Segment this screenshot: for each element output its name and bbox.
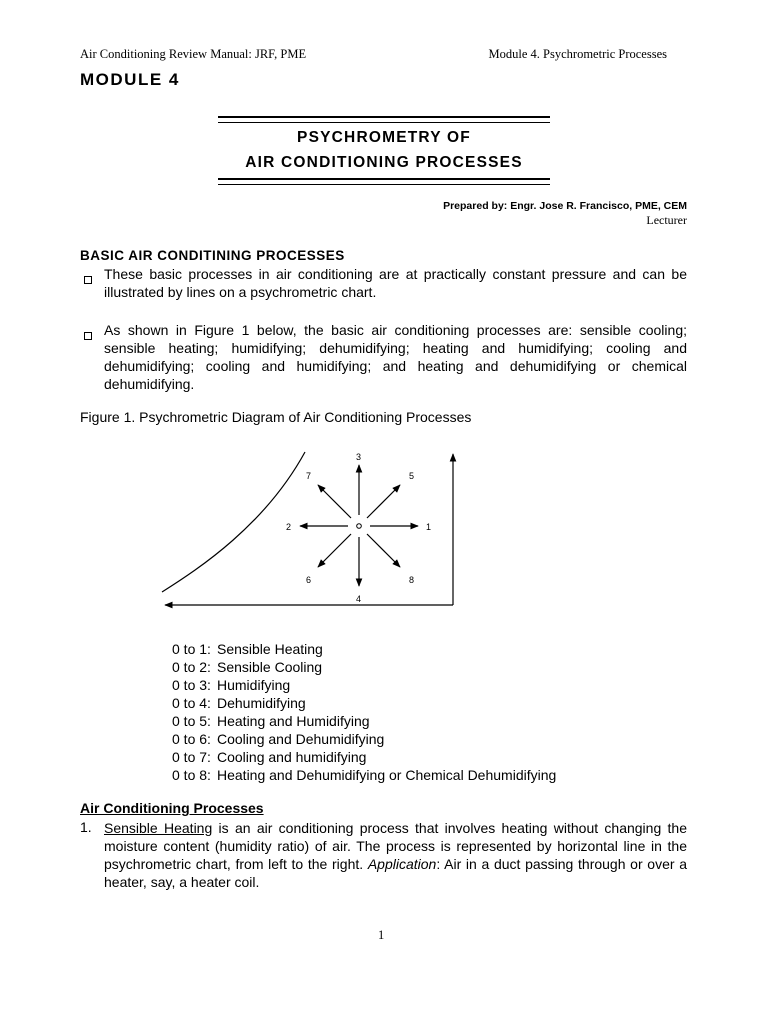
- legend-row: [172, 694, 556, 712]
- legend-key: 0 to 5:: [172, 713, 211, 729]
- arrow-8: [367, 534, 400, 567]
- label-1: 1: [426, 522, 432, 532]
- legend-key: 0 to 2:: [172, 659, 211, 675]
- item-1-term: Sensible Heating: [104, 820, 213, 836]
- legend-key: 0 to 4:: [172, 695, 211, 711]
- item-1-text-b: : Air in a duct passing through or over a heater, say, a heater coil.: [104, 856, 687, 890]
- saturation-curve: [162, 452, 305, 592]
- legend-row: [172, 730, 556, 748]
- section-title: BASIC AIR CONDITINING PROCESSES: [80, 248, 345, 263]
- legend-row: [172, 748, 556, 766]
- label-4: 4: [356, 594, 362, 604]
- label-5: 5: [409, 471, 415, 481]
- module-title: MODULE 4: [80, 70, 180, 89]
- legend-row: [172, 766, 556, 784]
- legend-text: Cooling and humidifying: [217, 749, 367, 765]
- page-number: 1: [378, 928, 385, 942]
- figure-legend: [172, 640, 556, 784]
- item-1-application-label: Application: [367, 856, 437, 872]
- legend-key: 0 to 8:: [172, 767, 211, 783]
- legend-key: 0 to 6:: [172, 731, 211, 747]
- item-1-text-a: is an air conditioning process that involves heating without changing the moisture content (humidity ratio) of air. The process is represented by horizontal line in the psychrometric chart, from left to the right.: [104, 820, 688, 872]
- label-6: 6: [306, 575, 312, 585]
- legend-text: Heating and Humidifying: [217, 713, 370, 729]
- bullet-1-marker: [84, 271, 92, 289]
- legend-text: Sensible Cooling: [217, 659, 323, 675]
- bullet-2-marker: [84, 327, 92, 345]
- header-left: Air Conditioning Review Manual: JRF, PME: [80, 47, 307, 61]
- legend-row: [172, 712, 556, 730]
- document-title: [218, 116, 550, 179]
- legend-key: 0 to 7:: [172, 749, 211, 765]
- label-7: 7: [306, 471, 312, 481]
- arrow-7: [318, 485, 351, 518]
- header-right: Module 4. Psychrometric Processes: [488, 47, 667, 61]
- legend-text: Humidifying: [217, 677, 291, 693]
- bullet-2-text: As shown in Figure 1 below, the basic air conditioning processes are: sensible cooling; sensible heating; humidifying; dehumidifying; heating and humidifying; cooling and dehumidifying; cooling and humidifying; and heating and dehumidifying or chemical dehumidifying.: [104, 322, 687, 392]
- legend-text: Heating and Dehumidifying or Chemical Dehumidifying: [217, 767, 557, 783]
- prepared-by: [443, 200, 687, 228]
- origin-point: [357, 524, 362, 529]
- legend-row: [172, 640, 556, 658]
- legend-text: Sensible Heating: [217, 641, 323, 657]
- label-8: 8: [409, 575, 415, 585]
- label-2: 2: [286, 522, 292, 532]
- label-3: 3: [356, 452, 362, 462]
- legend-row: [172, 658, 556, 676]
- subsection-title: Air Conditioning Processes: [80, 800, 264, 816]
- bullet-1-text: These basic processes in air conditioning are at practically constant pressure and can be illustrated by lines on a psychrometric chart.: [104, 266, 687, 300]
- legend-key: 0 to 1:: [172, 641, 211, 657]
- legend-key: 0 to 3:: [172, 677, 211, 693]
- prepared-by-role: Lecturer: [646, 213, 687, 227]
- legend-text: Cooling and Dehumidifying: [217, 731, 385, 747]
- item-1-number: 1.: [80, 819, 92, 835]
- item-1-paragraph: [104, 819, 687, 891]
- title-top-rule: [218, 116, 550, 123]
- legend-row: [172, 676, 556, 694]
- arrow-5: [367, 485, 400, 518]
- arrow-6: [318, 534, 351, 567]
- prepared-by-name: Prepared by: Engr. Jose R. Francisco, PME, CEM: [443, 200, 687, 212]
- title-line-2: AIR CONDITIONING PROCESSES: [245, 154, 523, 171]
- title-bottom-rule: [218, 178, 550, 185]
- legend-text: Dehumidifying: [217, 695, 306, 711]
- psychrometric-diagram: [0, 440, 768, 620]
- title-line-1: PSYCHROMETRY OF: [297, 129, 471, 146]
- figure-caption: Figure 1. Psychrometric Diagram of Air Conditioning Processes: [80, 409, 472, 425]
